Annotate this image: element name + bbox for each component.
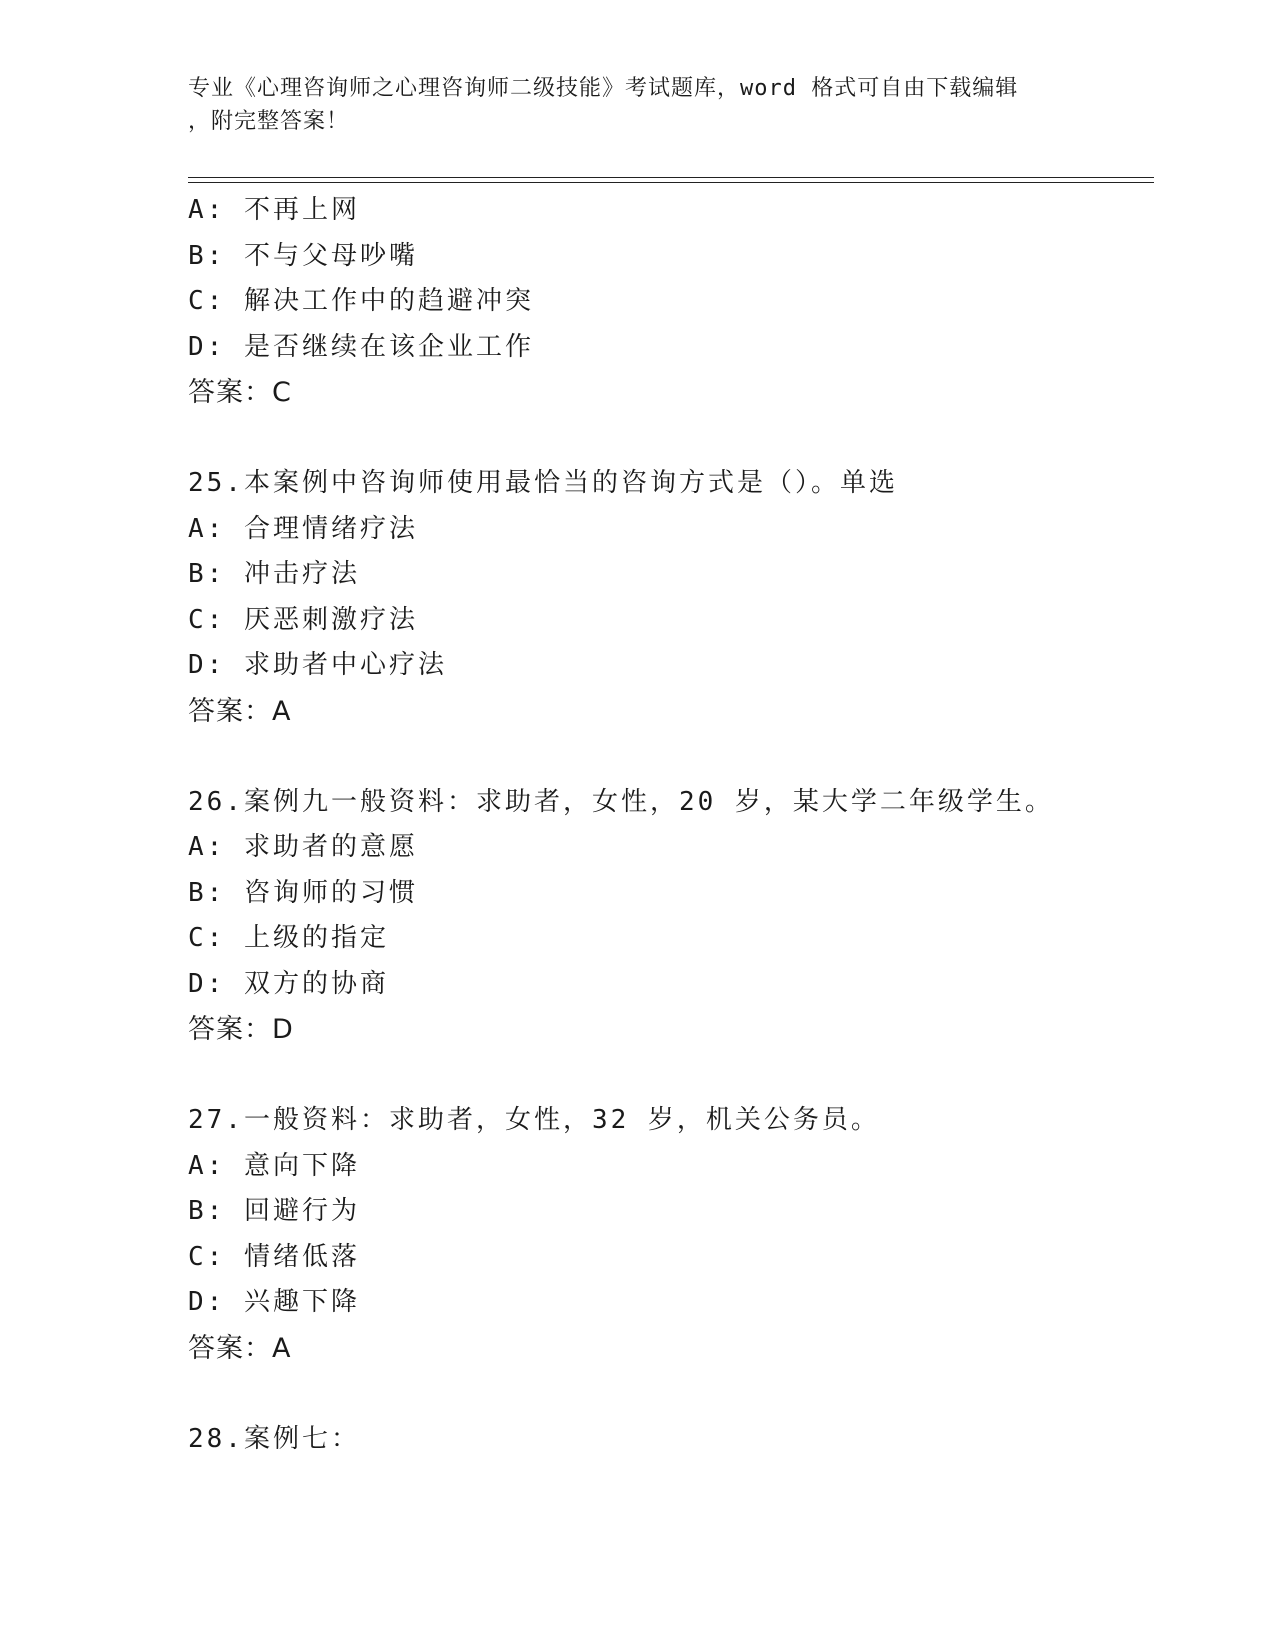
option-d: D: 是否继续在该企业工作 <box>188 331 534 362</box>
answer: 答案：C <box>188 377 292 408</box>
option-c: C: 解决工作中的趋避冲突 <box>188 286 534 316</box>
spacer <box>188 1053 1154 1099</box>
question-stem: 26.案例九一般资料：求助者，女性，20 岁，某大学二年级学生。 <box>188 786 1054 817</box>
option-d: D: 兴趣下降 <box>188 1287 360 1317</box>
option-a: A: 合理情绪疗法 <box>188 513 418 544</box>
answer: 答案：A <box>188 1332 292 1364</box>
option-b: B: 不与父母吵嘴 <box>188 240 418 271</box>
option-d: D: 求助者中心疗法 <box>188 650 447 680</box>
header-line-2: ，附完整答案！ <box>188 109 350 134</box>
question-24 <box>188 188 1154 416</box>
option-d: D: 双方的协商 <box>188 968 389 999</box>
header-divider-top <box>188 177 1154 178</box>
question-27 <box>188 1098 1154 1371</box>
option-b: B: 冲击疗法 <box>188 559 360 589</box>
spacer <box>188 416 1154 462</box>
question-26 <box>188 780 1154 1053</box>
option-b: B: 咨询师的习惯 <box>188 877 418 908</box>
spacer <box>188 1371 1154 1417</box>
option-b: B: 回避行为 <box>188 1196 360 1226</box>
question-stem: 27.一般资料：求助者，女性，32 岁，机关公务员。 <box>188 1105 880 1135</box>
question-stem: 25.本案例中咨询师使用最恰当的咨询方式是（）。单选 <box>188 468 898 498</box>
question-list <box>188 188 1154 1462</box>
option-a: A: 不再上网 <box>188 195 360 225</box>
option-a: A: 意向下降 <box>188 1150 360 1181</box>
header-line-1: 专业《心理咨询师之心理咨询师二级技能》考试题库，word 格式可自由下载编辑 <box>188 76 1019 101</box>
question-25 <box>188 461 1154 734</box>
document-header <box>188 72 1088 138</box>
header-divider-bottom <box>188 182 1154 183</box>
option-c: C: 情绪低落 <box>188 1241 360 1272</box>
answer: 答案：D <box>188 1014 294 1045</box>
answer: 答案：A <box>188 695 292 727</box>
question-stem: 28.案例七： <box>188 1423 360 1454</box>
question-28 <box>188 1417 1154 1463</box>
spacer <box>188 734 1154 780</box>
option-c: C: 上级的指定 <box>188 923 389 953</box>
option-c: C: 厌恶刺激疗法 <box>188 604 418 635</box>
option-a: A: 求助者的意愿 <box>188 832 418 862</box>
